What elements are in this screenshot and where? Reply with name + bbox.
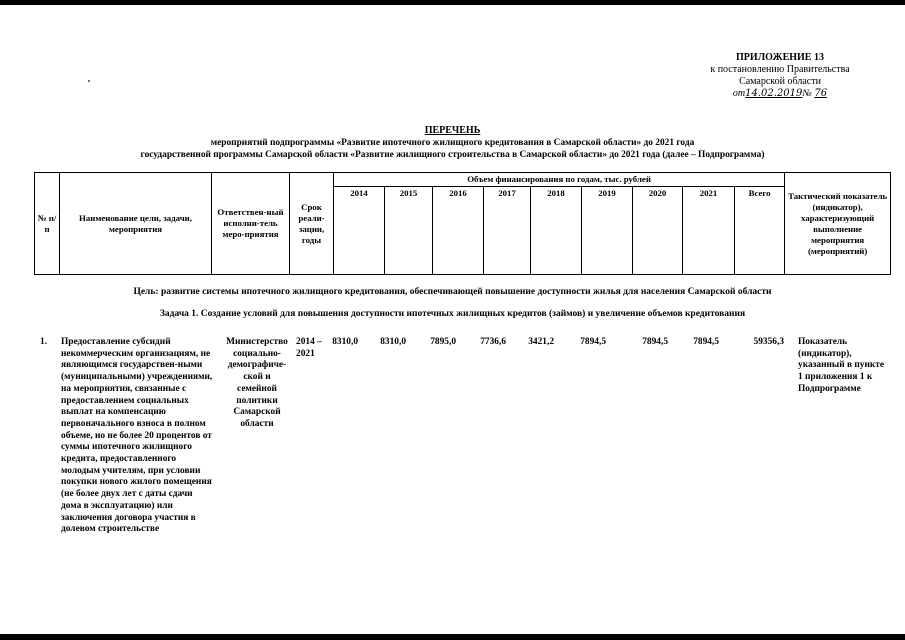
row-term: 2014 – 2021: [296, 337, 322, 359]
row-measure-name: Предоставление субсидий некоммерческим организациям, не являющимся государствен-ными (муниципальными) учреждениями, на мероприятия, связанные с предоставлением социальных выплат на компенсацию первоначального взноса в полном объеме, но не более 20 процентов от суммы ипотечного жилищного кредита, предоставленного молодым учителям, при условии покупки нового жилого помещения (не более двух лет с даты сдачи дома в эксплуатацию) или заключения договора участия в долевом строительстве: [61, 337, 213, 535]
value-2017: 7736,6: [480, 337, 506, 347]
task-line: Задача 1. Создание условий для повышения доступности ипотечных жилищных кредитов (займов) и увеличение объемов кредитования: [159, 309, 746, 319]
header-year-2017: 2017: [484, 187, 531, 275]
value-2021: 7894,5: [693, 337, 719, 347]
value-2015: 8310,0: [380, 337, 406, 347]
handwritten-number: 76: [814, 88, 828, 99]
value-2016: 7895,0: [430, 337, 456, 347]
header-year-2021: 2021: [683, 187, 735, 275]
header-indicator: Тактический показатель (индикатор), характеризующий выполнение мероприятия (мероприятий): [785, 173, 891, 275]
header-year-2019: 2019: [582, 187, 633, 275]
appendix-line-2: Самарской области: [739, 76, 821, 87]
header-year-2020: 2020: [633, 187, 683, 275]
from-label: от: [732, 88, 746, 99]
header-term: Срок реали-зации, годы: [290, 173, 334, 275]
appendix-block: [660, 52, 900, 100]
row-indicator: Показатель (индикатор), указанный в пункте 1 приложения 1 к Подпрограмме: [798, 337, 885, 394]
appendix-line-1: к постановлению Правительства: [710, 64, 850, 75]
heading-line-2: государственной программы Самарской области «Развитие жилищного строительства в Самарской области» до 2021 года (далее – Подпрограмма): [140, 150, 765, 160]
handwritten-date: 14.02.2019: [745, 88, 803, 99]
heading-line-1: мероприятий подпрограммы «Развитие ипотечного жилищного кредитования в Самарской области» до 2021 года: [210, 138, 695, 148]
scan-speck: [88, 80, 90, 82]
header-year-2018: 2018: [531, 187, 582, 275]
value-2014: 8310,0: [332, 337, 358, 347]
header-num: № п/п: [35, 173, 60, 275]
header-year-2016: 2016: [433, 187, 484, 275]
value-2020: 7894,5: [642, 337, 668, 347]
header-financing: Объем финансирования по годам, тыс. рублей: [334, 173, 785, 187]
appendix-title: ПРИЛОЖЕНИЕ 13: [736, 52, 824, 63]
header-year-2014: 2014: [334, 187, 385, 275]
header-responsible: Ответствен-ный исполни-тель меро-приятия: [212, 173, 290, 275]
row-responsible: Министерство социально-демографиче-ской и семейной политики Самарской области: [226, 337, 288, 429]
row-number: 1.: [40, 337, 48, 347]
header-total: Всего: [735, 187, 785, 275]
header-table: [34, 172, 891, 275]
value-2019: 7894,5: [580, 337, 606, 347]
bottom-border: [0, 634, 905, 640]
number-label: №: [802, 88, 812, 99]
value-total: 59356,3: [753, 337, 784, 347]
top-border: [0, 0, 905, 5]
header-name: Наименование цели, задачи, мероприятия: [60, 173, 212, 275]
document-title: ПЕРЕЧЕНЬ: [424, 125, 481, 136]
header-year-2015: 2015: [385, 187, 433, 275]
goal-line: Цель: развитие системы ипотечного жилищного кредитования, обеспечивающей повышение доступности жилья для населения Самарской области: [133, 287, 772, 297]
value-2018: 3421,2: [528, 337, 554, 347]
appendix-date-line: [660, 88, 900, 100]
document-heading: [0, 125, 905, 161]
